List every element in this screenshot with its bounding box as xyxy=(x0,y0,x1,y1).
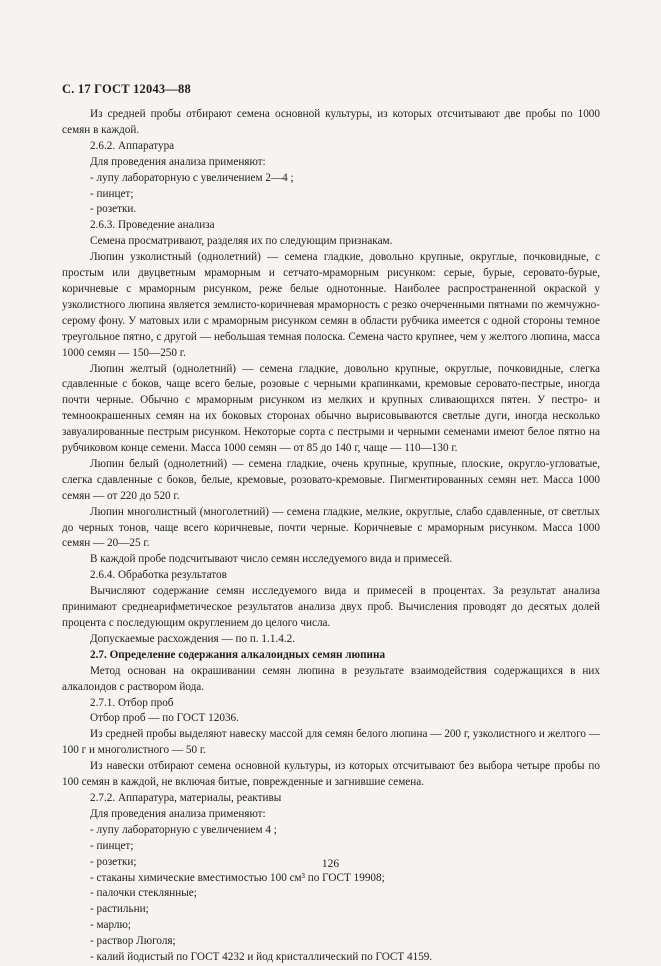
paragraph: - раствор Люголя; xyxy=(90,935,176,948)
paragraph: Семена просматривают, разделяя их по следующим признакам. xyxy=(90,235,393,248)
paragraph: Люпин белый (однолетний) — семена гладкие, очень крупные, крупные, плоские, округло-угловатые, слегка сдавленные с боков, белые, кремовые, розовато-кремовые. Пигментированных семян нет. Масса 1000 семян — от 220 до 520 г. xyxy=(62,457,600,502)
paragraph: - пинцет; xyxy=(90,839,134,852)
paragraph: Из средней пробы выделяют навеску массой для семян белого люпина — 200 г, узколистного и желтого — 100 г и многолистного — 50 г. xyxy=(62,728,600,757)
paragraph: 2.6.2. Аппаратура xyxy=(90,139,175,152)
paragraph: Люпин многолистный (многолетний) — семена гладкие, мелкие, округлые, слабо сдавленные, от светлых до черных тонов, чаще всего коричневые, почти черные. Коричневые с мраморным рисунком. Масса 1000 семян — 20—25 г. xyxy=(62,505,600,550)
paragraph: 2.7.1. Отбор проб xyxy=(90,696,174,709)
paragraph: В каждой пробе подсчитывают число семян исследуемого вида и примесей. xyxy=(90,553,453,566)
paragraph: - калий йодистый по ГОСТ 4232 и йод кристаллический по ГОСТ 4159. xyxy=(90,951,433,964)
paragraph: 2.7.2. Аппаратура, материалы, реактивы xyxy=(90,791,282,804)
paragraph: - лупу лабораторную с увеличением 4 ; xyxy=(90,823,277,836)
paragraph: Из средней пробы отбирают семена основной культуры, из которых отсчитывают две пробы по 1000 семян в каждой. xyxy=(62,108,600,136)
paragraph: - розетки. xyxy=(90,203,137,216)
section-heading: 2.7. Определение содержания алкалоидных семян люпина xyxy=(90,648,386,661)
paragraph: 2.6.3. Проведение анализа xyxy=(90,219,215,232)
paragraph: Метод основан на окрашивании семян люпина в результате взаимодействия содержащихся в них алкалоидов с раствором йода. xyxy=(62,664,600,693)
paragraph: Для проведения анализа применяют: xyxy=(90,155,266,168)
paragraph: - стаканы химические вместимостью 100 см³ по ГОСТ 19908; xyxy=(90,871,385,884)
paragraph: 2.6.4. Обработка результатов xyxy=(90,569,227,582)
paragraph: - марлю; xyxy=(90,919,131,932)
paragraph: Люпин желтый (однолетний) — семена гладкие, довольно крупные, округлые, почковидные, слегка сдавленные с боков, чаще всего белые, розовые с черными крапинками, кремовые серовато-пестрые, иногда почти черные. Обычно с мраморным рисунком из мелких и крупных сливающихся пятен. У пестро- и темноокрашенных семян на их боковых сторонах обычно вырисовываются светлые дуги, иногда несколько завуалированные пестрым рисунком. Некоторые сорта с пестрыми и черными семенами имеют белое пятно на рубчиковом конце семени. Масса 1000 семян — от 85 до 140 г, чаще — 110—130 г. xyxy=(62,362,600,455)
paragraph: Вычисляют содержание семян исследуемого вида и примесей в процентах. За результат анализа принимают среднеарифметическое результатов анализа двух проб. Вычисления проводят до десятых долей процента с последующим округлением до целого числа. xyxy=(62,585,600,629)
paragraph: - растильни; xyxy=(90,903,149,916)
paragraph: Допускаемые расхождения — по п. 1.1.4.2. xyxy=(90,632,295,645)
paragraph: - пинцет; xyxy=(90,187,134,200)
paragraph: - палочки стеклянные; xyxy=(90,887,197,900)
paragraph: Люпин узколистный (однолетний) — семена гладкие, довольно крупные, округлые, почковидные, с простым или двуцветным мраморным и сетчато-мраморным рисунком: серые, бурые, серовато-бурые, коричневые с мраморным рисунком, реже белые однотонные. Наиболее распространенной окраской у узколистного люпина является землисто-коричневая мраморность с резко очерченными пятнами по жемчужно-серому фону. У матовых или с мраморным рисунком семян в области рубчика имеется с одной стороны темное треугольное пятно, с другой — небольшая темная полоска. Семена часто крупнее, чем у желтого люпина, масса 1000 семян — 150—250 г. xyxy=(62,251,600,359)
page-number: 126 xyxy=(321,858,340,870)
paragraph: Отбор проб — по ГОСТ 12036. xyxy=(90,712,239,725)
paragraph: Из навески отбирают семена основной культуры, из которых отсчитывают без выбора четыре пробы по 100 семян в каждой, не включая битые, поврежденные и загнившие семена. xyxy=(62,760,600,789)
paragraph: - лупу лабораторную с увеличением 2—4 ; xyxy=(90,171,294,184)
paragraph: - розетки; xyxy=(90,855,137,868)
page-header: С. 17 ГОСТ 12043—88 xyxy=(62,82,191,96)
document-body xyxy=(62,107,600,966)
paragraph: Для проведения анализа применяют: xyxy=(90,807,266,820)
